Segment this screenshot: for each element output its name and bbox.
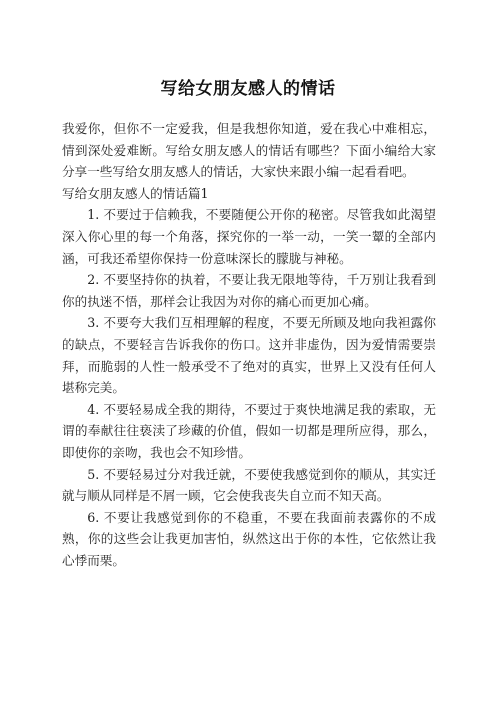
numbered-paragraph-3: 3. 不要夸大我们互相理解的程度，不要无所顾及地向我袒露你的缺点，不要轻言告诉我你的伤口。这并非虚伪，因为爱情需要崇拜，而脆弱的人性一般承受不了绝对的真实，世界上又没有任何人堪称完美。 <box>62 315 436 396</box>
numbered-paragraph-4: 4. 不要轻易成全我的期待，不要过于爽快地满足我的索取，无谓的奉献往往亵渎了珍藏的价值，假如一切都是理所应得，那么，即使你的亲吻，我也会不知珍惜。 <box>62 401 436 460</box>
numbered-paragraph-1: 1. 不要过于信赖我，不要随便公开你的秘密。尽管我如此渴望深入你心里的每一个角落，探究你的一举一动，一笑一颦的全部内涵，可我还希望你保持一份意味深长的朦胧与神秘。 <box>62 207 436 266</box>
document-body <box>62 118 436 571</box>
numbered-paragraph-6: 6. 不要让我感觉到你的不稳重，不要在我面前表露你的不成熟，你的这些会让我更加害怕，纵然这出于你的本性，它依然让我心悸而栗。 <box>62 509 436 568</box>
numbered-paragraph-5: 5. 不要轻易过分对我迁就，不要使我感觉到你的顺从，其实迁就与顺从同样是不屑一顾，它会使我丧失自立而不知天高。 <box>62 466 436 504</box>
intro-paragraph: 我爱你，但你不一定爱我，但是我想你知道，爱在我心中难相忘，情到深处爱难断。写给女朋友感人的情话有哪些？下面小编给大家分享一些写给女朋友感人的情话，大家快来跟小编一起看看吧。 <box>62 121 436 180</box>
document-title: 写给女朋友感人的情话 <box>160 79 336 99</box>
section-heading: 写给女朋友感人的情话篇1 <box>62 185 209 201</box>
numbered-paragraph-2: 2. 不要坚持你的执着，不要让我无限地等待，千万别让我看到你的执迷不悟，那样会让我因为对你的痛心而更加心痛。 <box>62 272 436 309</box>
